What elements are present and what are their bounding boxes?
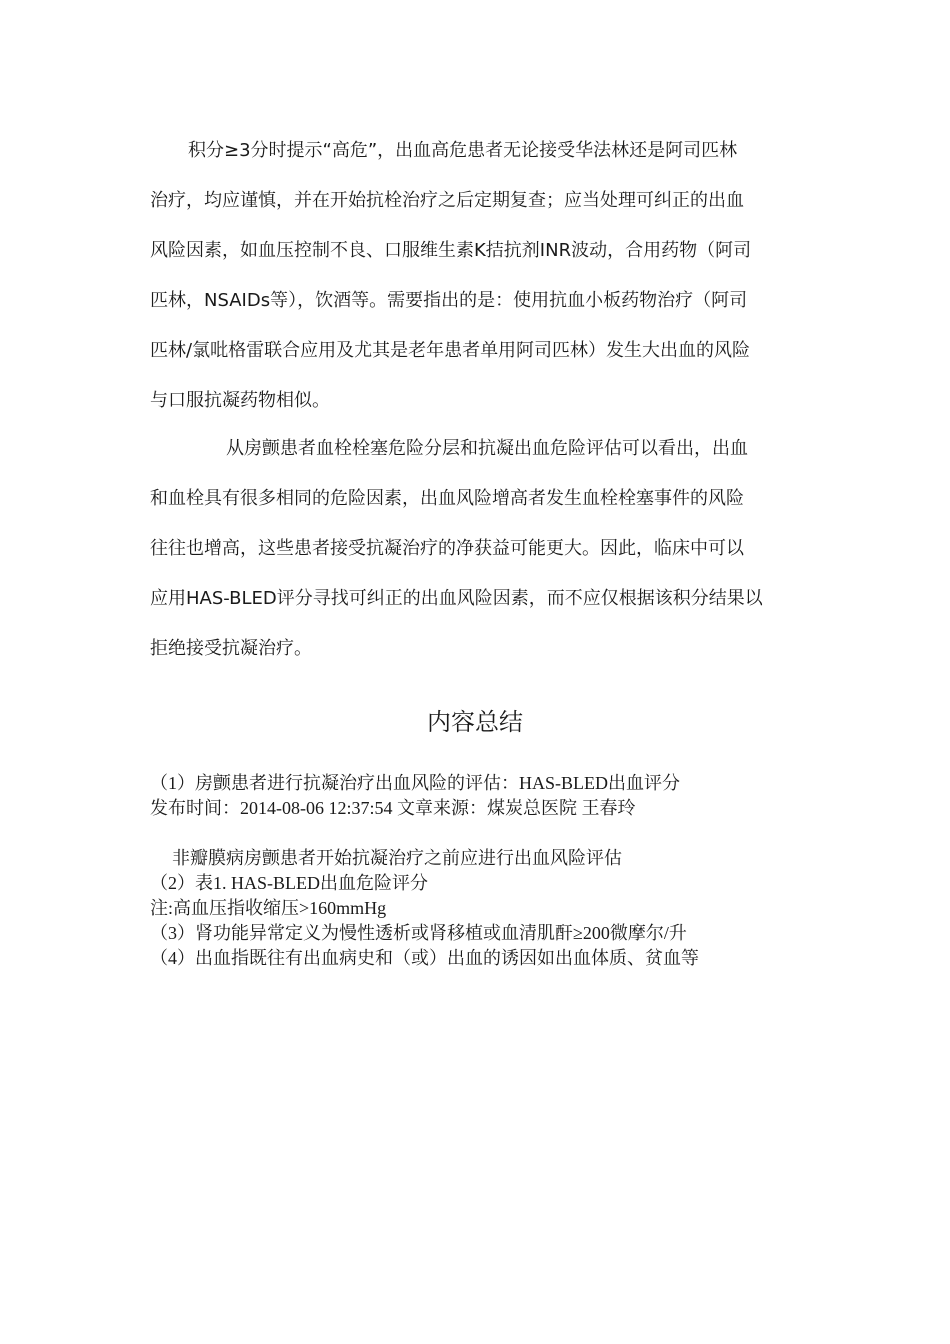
summary-line: 发布时间：2014-08-06 12:37:54 文章来源：煤炭总医院 王春玲 [150,798,636,818]
text-line: 匹林，NSAIDs等），饮酒等。需要指出的是：使用抗血小板药物治疗（阿司 [150,290,748,311]
summary-title: 内容总结 [427,708,523,736]
summary-section [150,771,850,971]
text-line: 与口服抗凝药物相似。 [150,390,330,411]
summary-blank-line [150,821,850,846]
text-line: 治疗，均应谨慎，并在开始抗栓治疗之后定期复查；应当处理可纠正的出血 [150,190,744,211]
text-line: 匹林/氯吡格雷联合应用及尤其是老年患者单用阿司匹林）发生大出血的风险 [150,340,751,361]
summary-line: （3）肾功能异常定义为慢性透析或肾移植或血清肌酐≥200微摩尔/升 [150,923,687,943]
summary-line: （1）房颤患者进行抗凝治疗出血风险的评估：HAS-BLED出血评分 [150,773,680,793]
text-line: 拒绝接受抗凝治疗。 [150,638,312,659]
summary-line: 非瓣膜病房颤患者开始抗凝治疗之前应进行出血风险评估 [172,848,622,868]
paragraph-conclusion [150,424,798,674]
summary-line: （4）出血指既往有出血病史和（或）出血的诱因如出血体质、贫血等 [150,948,699,968]
text-line: 风险因素，如血压控制不良、口服维生素K拮抗剂INR波动，合用药物（阿司 [150,240,752,261]
text-line: 积分≥3分时提示“高危”，出血高危患者无论接受华法林还是阿司匹林 [188,140,738,161]
text-line: 往往也增高，这些患者接受抗凝治疗的净获益可能更大。因此，临床中可以 [150,538,744,559]
text-line: 从房颤患者血栓栓塞危险分层和抗凝出血危险评估可以看出，出血 [226,438,748,459]
summary-line: （2）表1. HAS-BLED出血危险评分 [150,873,428,893]
paragraph-risk-factors [150,126,798,426]
text-line: 和血栓具有很多相同的危险因素，出血风险增高者发生血栓栓塞事件的风险 [150,488,744,509]
text-line: 应用HAS-BLED评分寻找可纠正的出血风险因素，而不应仅根据该积分结果以 [150,588,763,609]
summary-line: 注:高血压指收缩压>160mmHg [150,898,387,918]
